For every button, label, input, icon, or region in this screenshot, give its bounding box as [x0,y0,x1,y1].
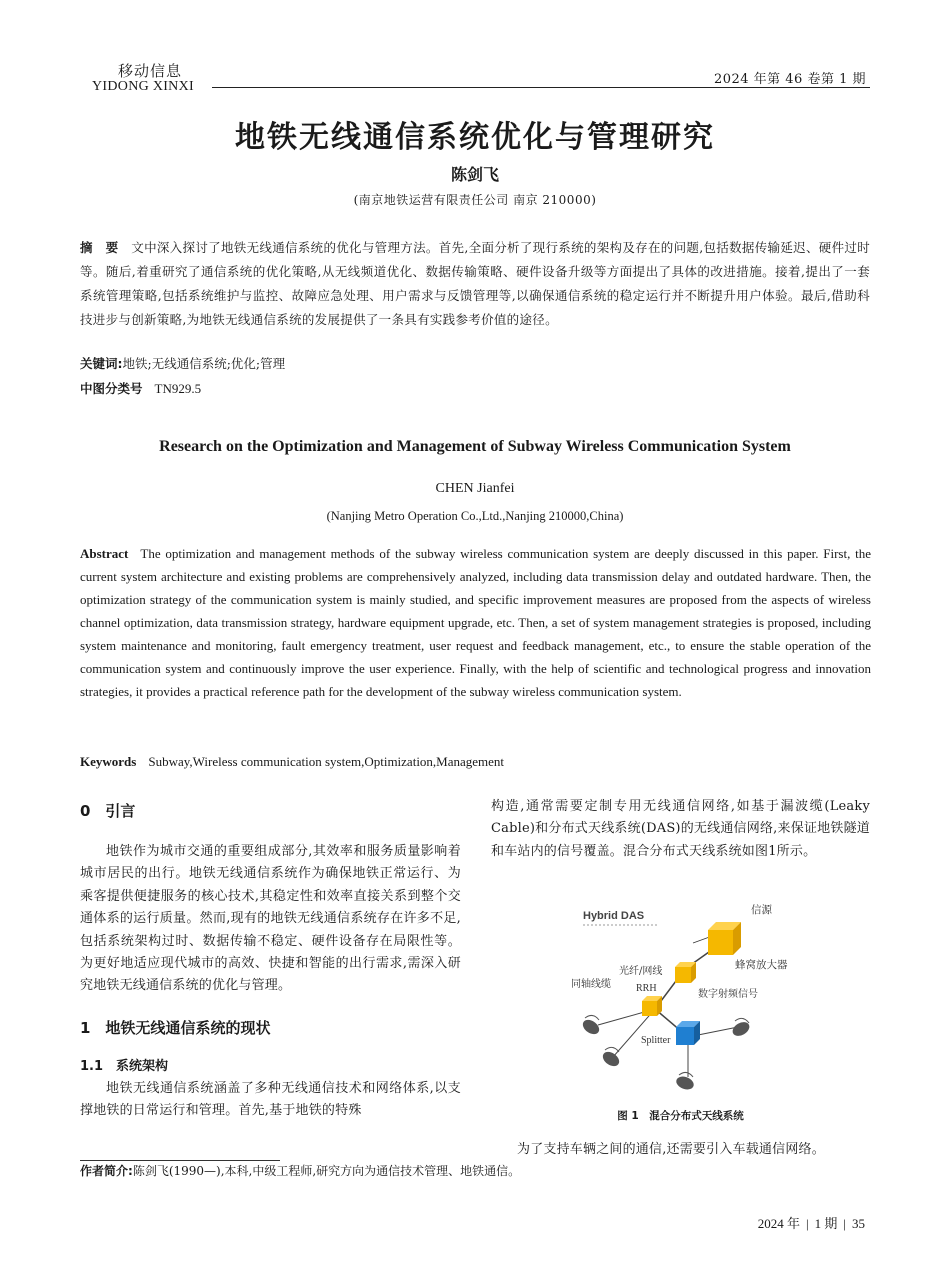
hybrid-das-figure [563,897,803,1105]
fig-line-node-ant2 [613,1009,655,1057]
section-1-1-paragraph: 地铁无线通信系统涵盖了多种无线通信技术和网络体系,以支撑地铁的日常运行和管理。首先,基于地铁的特殊 [80,1080,461,1119]
footer-year: 2024 年 [757,1216,801,1231]
footer-issue: 1 期 [814,1216,838,1231]
journal-name-en: YIDONG XINXI [92,79,194,94]
author-en: CHEN Jianfei [435,481,515,496]
clc-label: 中图分类号 [80,381,143,396]
header-rule [212,87,870,88]
fig-antenna-2 [600,1047,622,1069]
affiliation-cn: (南京地铁运营有限责任公司 南京 210000) [353,193,597,207]
fig-splitter-cube [676,1021,700,1045]
right-paragraph-1: 构造,通常需要定制专用无线通信网络,如基于漏波缆(Leaky Cable)和分布式天线系统(DAS)的无线通信网络,来保证地铁隧道和车站内的信号覆盖。混合分布式天线系统如图1所示。 [491,799,870,859]
fig-label-rrh: RRH [636,983,657,994]
section-1-heading: 1 地铁无线通信系统的现状 [80,1018,271,1037]
figure-caption: 图 1 混合分布式天线系统 [617,1110,744,1122]
keywords-en-text: Subway,Wireless communication system,Optimization,Management [148,754,505,769]
keywords-cn-text: 地铁;无线通信系统;优化;管理 [122,356,286,371]
fig-label-coax: 同轴线缆 [571,979,611,990]
keywords-cn-label: 关键词: [80,356,123,371]
issue-info: 2024 年第 46 卷第 1 期 [713,72,866,87]
fig-antenna-4 [674,1072,695,1091]
keywords-cn [80,353,870,375]
fig-label-source: 信源 [751,904,772,916]
fig-source-cube [708,922,741,955]
fig-label-digital: 数字射频信号 [698,989,758,1000]
keywords-en [80,750,871,773]
page-number: 35 [852,1216,865,1231]
fig-label-amp: 蜂窝放大器 [735,959,788,971]
paper-title-en: Research on the Optimization and Management of Subway Wireless Communication System [159,438,791,455]
right-paragraph-2-wrap [491,1139,870,1161]
page-footer: 2024 年 | 1 期 | 35 [757,1216,865,1231]
affiliation-en: (Nanjing Metro Operation Co.,Ltd.,Nanjing 210000,China) [326,509,624,523]
fig-label-fiber: 光纤/网线 [619,966,663,977]
abstract-en-label: Abstract [80,546,129,561]
author-footnote [80,1162,520,1179]
body-right-column [491,796,870,863]
section-1-1-heading: 1.1 系统架构 [80,1058,169,1074]
right-paragraph-2: 为了支持车辆之间的通信,还需要引入车载通信网络。 [517,1142,825,1157]
footnote-label: 作者简介: [80,1164,133,1178]
fig-antenna-3 [730,1018,752,1038]
keywords-en-label: Keywords [80,754,137,769]
footnote-rule [80,1160,280,1161]
fig-label-splitter: Splitter [641,1035,671,1046]
section-0-heading: 0 引言 [80,802,136,820]
author-cn: 陈剑飞 [450,165,499,184]
abstract-en-text: The optimization and management methods of the subway wireless communication system are deeply discussed in this paper. First, the current system architecture and existing problems are comprehensively analyzed, including data transmission delay and outdated hardware. Then, the optimization strategy of the communication system is mainly studied, and specific improvement measures are proposed from the aspects of wireless channel optimization, data transmission strategy, hardware equipment upgrade, etc. Then, a set of system management strategies is proposed, including system maintenance and monitoring, fault emergency treatment, user request and feedback management, etc., to ensure the stable operation of the communication system and continuously improve the user experience. Finally, with the help of scientific and technological progress and innovation strategies, it provides a practical reference path for the development of the subway wireless communication system. [80,546,871,699]
clc-value: TN929.5 [154,381,202,396]
abstract-cn-text: 文中深入探讨了地铁无线通信系统的优化与管理方法。首先,全面分析了现行系统的架构及存在的问题,包括数据传输延迟、硬件过时等。随后,着重研究了通信系统的优化策略,从无线频道优化、数据传输策略、硬件设备升级等方面提出了具体的改进措施。接着,提出了一套系统管理策略,包括系统维护与监控、故障应急处理、用户需求与反馈管理等,以确保通信系统的稳定运行并不断提升用户体验。最后,借助科技进步与创新策略,为地铁无线通信系统的发展提供了一条具有实践参考价值的途径。 [80,240,870,327]
fig-node-cube [642,996,662,1016]
section-0-paragraph: 地铁作为城市交通的重要组成部分,其效率和服务质量影响着城市居民的出行。地铁无线通信系统作为确保地铁正常运行、为乘客提供便捷服务的核心技术,其稳定性和效率直接关系到整个交通体系的运行质量。然而,现有的地铁无线通信系统存在许多不足,包括系统架构过时、数据传输不稳定、硬件设备存在局限性等。为更好地适应现代城市的高效、快捷和智能的出行需求,需深入研究地铁无线通信系统的优化与管理。 [80,844,461,994]
fig-label-title: Hybrid DAS [583,910,645,922]
fig-rrh-cube [675,962,696,983]
clc-number [80,378,870,400]
footnote-text: 陈剑飞(1990—),本科,中级工程师,研究方向为通信技术管理、地铁通信。 [132,1164,521,1178]
fig-antenna-1 [580,1015,602,1037]
paper-title-cn: 地铁无线通信系统优化与管理研究 [235,120,715,155]
body-left-column [80,796,461,1123]
abstract-cn-label: 摘 要 [80,240,119,255]
abstract-en [80,542,871,703]
journal-name-cn: 移动信息 [118,62,183,80]
abstract-cn [80,236,870,332]
